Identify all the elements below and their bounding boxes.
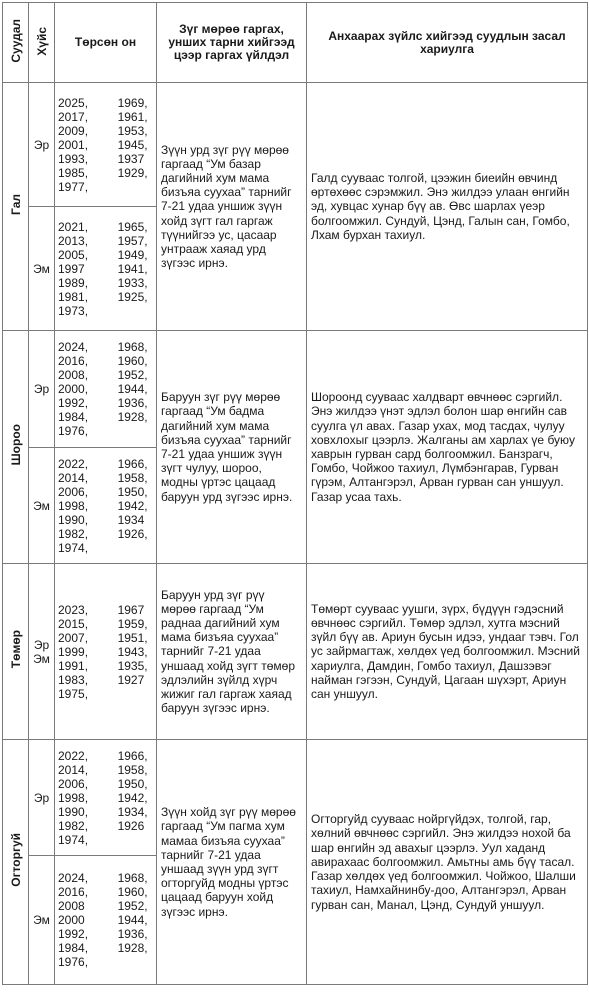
birth-year: 1974, <box>58 832 89 847</box>
table-row <box>3 740 588 856</box>
year-line <box>58 396 156 410</box>
birth-year: 1990, <box>58 804 89 819</box>
birth-year: 1941, <box>117 261 148 276</box>
birth-year <box>118 424 156 438</box>
birth-year: 1965, <box>117 219 148 234</box>
birth-year <box>118 833 156 847</box>
birth-year: 1968, <box>117 871 148 885</box>
birth-year: 2008 <box>58 899 85 913</box>
birth-year: 1982, <box>58 818 89 833</box>
gender-cell <box>29 448 55 564</box>
year-line <box>58 805 156 819</box>
element-label: Гал <box>8 193 23 215</box>
birth-year: 1935, <box>117 658 148 673</box>
year-line <box>58 290 156 304</box>
year-line <box>58 304 156 318</box>
year-line <box>58 687 156 701</box>
birth-years-cell <box>55 856 157 985</box>
table-row <box>3 331 588 448</box>
birth-year: 1977, <box>58 179 89 194</box>
gender-label: Эр <box>33 137 50 152</box>
year-line <box>58 457 156 471</box>
year-line <box>58 885 156 899</box>
table-row <box>3 83 588 207</box>
birth-year: 2009, <box>58 123 89 138</box>
birth-year: 2023, <box>58 602 89 617</box>
year-line <box>58 248 156 262</box>
year-line <box>58 871 156 885</box>
birth-year: 1998, <box>58 790 89 805</box>
gender-label: Эр <box>33 637 50 652</box>
birth-year: 1982, <box>58 526 89 541</box>
birth-year: 1952, <box>117 368 148 382</box>
birth-year: 1984, <box>58 941 89 955</box>
gender-label: Эм <box>33 498 50 513</box>
year-line <box>58 645 156 659</box>
birth-year: 2024, <box>58 340 89 354</box>
gender-cell <box>29 83 55 207</box>
header-row <box>3 3 588 83</box>
year-line <box>58 262 156 276</box>
year-line <box>58 110 156 124</box>
element-label: Шороо <box>8 423 23 466</box>
birth-year: 1993, <box>58 151 89 166</box>
element-cell <box>3 83 29 331</box>
birth-year: 1985, <box>58 165 89 180</box>
birth-year: 1942, <box>117 790 148 805</box>
suudal-table <box>2 2 588 985</box>
birth-year: 1951, <box>117 630 148 645</box>
birth-year: 1966, <box>117 456 148 471</box>
birth-year: 2006, <box>58 776 89 791</box>
year-line <box>58 541 156 555</box>
birth-year: 1960, <box>117 885 148 899</box>
birth-year: 2016, <box>58 885 89 899</box>
birth-year <box>118 955 156 969</box>
element-cell <box>3 740 29 985</box>
year-line <box>58 485 156 499</box>
birth-year: 2007, <box>58 630 89 645</box>
birth-year: 2000, <box>58 382 89 396</box>
birth-year: 1998, <box>58 498 89 513</box>
birth-year: 1928, <box>117 410 148 424</box>
year-line <box>58 368 156 382</box>
year-line <box>58 96 156 110</box>
year-line <box>58 617 156 631</box>
birth-year: 2006, <box>58 484 89 499</box>
year-line <box>58 354 156 368</box>
advice-cell: Огторгуйд сууваас нойргүйдэх, толгой, гар, хөлний өвчнөөс сэргийл. Энэ жилдээ нохой ба шар өнгийн эд авахыг цээрлэ. Уул хаданд авирахаас болгоомжил. Амьтны амь бүү тасал. Газар хөлдөх үед болгоомжил. Чойжоо, Шалши тахиул, Намхайнинбу-доо, Алтангэрэл, Арван гурван сан, Манал, Цэнд, Сундуй уншуул. <box>307 740 588 985</box>
year-line <box>58 276 156 290</box>
birth-year: 1926 <box>117 818 145 833</box>
birth-year: 1950, <box>117 776 148 791</box>
birth-years-cell <box>55 448 157 564</box>
birth-year: 1958, <box>117 470 148 485</box>
birth-year: 1927 <box>117 672 145 687</box>
birth-year: 2015, <box>58 616 89 631</box>
header-khuis: Хүйс <box>29 3 55 83</box>
birth-year <box>118 180 156 194</box>
year-line <box>58 819 156 833</box>
gender-label: Эм <box>33 651 50 666</box>
birth-year: 2022, <box>58 748 89 763</box>
year-line <box>58 499 156 513</box>
birth-year: 1937 <box>117 151 145 166</box>
year-line <box>58 927 156 941</box>
gender-label: Эм <box>33 913 50 927</box>
birth-year: 1953, <box>117 123 148 138</box>
element-label: Төмөр <box>8 629 23 669</box>
gender-cell <box>29 740 55 856</box>
birth-year: 1943, <box>117 644 148 659</box>
header-advice: Анхаарах зүйлс хийгээд суудлын засал хариулга <box>307 3 588 83</box>
gender-cell <box>29 331 55 448</box>
year-line <box>58 234 156 248</box>
birth-year: 1952, <box>117 899 148 913</box>
birth-year: 1944, <box>117 382 148 396</box>
ritual-cell: Зүүн урд зүг рүү мөрөө гаргаад “Ум базар дагийний хум мама бизъяа суухаа” тарнийг 7-21 удаа уншиж зүүн хойд зүгт гал гаргаж түүнийгээ ус, цасаар унтрааж хаяад урд зүгээс ирнэ. <box>157 83 307 331</box>
element-cell <box>3 564 29 740</box>
birth-year: 1966, <box>117 748 148 763</box>
birth-years-cell <box>55 740 157 856</box>
birth-years-cell <box>55 331 157 448</box>
year-line <box>58 913 156 927</box>
gender-cell <box>29 207 55 331</box>
birth-year: 1936, <box>117 396 148 410</box>
birth-year: 1960, <box>117 354 148 368</box>
birth-year: 2001, <box>58 137 89 152</box>
gender-label: Эр <box>33 382 50 396</box>
birth-year: 1933, <box>117 275 148 290</box>
year-line <box>58 833 156 847</box>
birth-year: 2024, <box>58 871 89 885</box>
year-line <box>58 763 156 777</box>
advice-cell: Шороонд сууваас халдварт өвчнөөс сэргийл. Энэ жилдээ үнэт эдлэл болон шар өнгийн сав суулга үл авах. Газар ухах, мод тасдах, чулуу ховхлохыг цээрлэ. Жалганы ам харлах үе буюу хаврын гурван сард болгоомжил. Банзрагч, Гомбо, Чойжоо тахиул, Лүмбэнгарав, Гурван гүрэм, Алтангэрэл, Арван гурван сан уншуул. Газар усаа тахь. <box>307 331 588 564</box>
birth-year: 1991, <box>58 658 89 673</box>
birth-year: 1984, <box>58 410 89 424</box>
year-line <box>58 410 156 424</box>
year-line <box>58 899 156 913</box>
birth-year: 1958, <box>117 762 148 777</box>
birth-year: 1929, <box>117 165 148 180</box>
birth-year: 1969, <box>117 95 148 110</box>
year-line <box>58 673 156 687</box>
birth-year: 1926, <box>117 526 148 541</box>
birth-year: 2000 <box>58 913 85 927</box>
year-line <box>58 527 156 541</box>
element-label: Огторгуй <box>8 832 23 887</box>
year-line <box>58 777 156 791</box>
birth-year: 1973, <box>58 303 89 318</box>
birth-year: 1934 <box>117 512 145 527</box>
gender-label: Эм <box>33 261 50 276</box>
birth-year: 1961, <box>117 109 148 124</box>
table-row <box>3 564 588 740</box>
birth-year: 1975, <box>58 686 89 701</box>
birth-year: 1997 <box>58 261 85 276</box>
birth-year <box>118 687 156 701</box>
birth-year: 1968, <box>117 340 148 354</box>
birth-year: 1989, <box>58 275 89 290</box>
year-line <box>58 340 156 354</box>
year-line <box>58 424 156 438</box>
birth-year <box>118 304 156 318</box>
year-line <box>58 749 156 763</box>
birth-year: 1959, <box>117 616 148 631</box>
birth-year: 1992, <box>58 927 89 941</box>
birth-years-cell <box>55 564 157 740</box>
birth-year: 2016, <box>58 354 89 368</box>
year-line <box>58 955 156 969</box>
header-tursun-on: Төрсөн он <box>55 3 157 83</box>
year-line <box>58 138 156 152</box>
birth-year: 2013, <box>58 233 89 248</box>
birth-year: 1934, <box>117 804 148 819</box>
birth-year: 2017, <box>58 109 89 124</box>
element-cell <box>3 331 29 564</box>
birth-year: 1967 <box>117 602 145 617</box>
birth-year: 1974, <box>58 540 89 555</box>
birth-year: 1990, <box>58 512 89 527</box>
advice-cell: Төмөрт сууваас уушги, зүрх, бүдүүн гэдэсний өвчнөөс сэргийл. Төмөр эдлэл, хутга мэсний зүйл бүү ав. Ариун бусын идээ, ундааг тэвч. Гол ус зайрмагтаж, хөлдөх үед болгоомжил. Мэсний хариулга, Дамдин, Гомбо тахиул, Дашзэвэг найман гэгээн, Сундуй, Цагаан шүхэрт, Ариун сан уншуул. <box>307 564 588 740</box>
birth-years-cell <box>55 207 157 331</box>
birth-year: 2021, <box>58 219 89 234</box>
birth-year: 2025, <box>58 95 89 110</box>
birth-year: 2005, <box>58 247 89 262</box>
year-line <box>58 513 156 527</box>
birth-year: 1925, <box>117 289 148 304</box>
year-line <box>58 124 156 138</box>
birth-year: 2014, <box>58 470 89 485</box>
year-line <box>58 382 156 396</box>
year-line <box>58 220 156 234</box>
birth-year: 2008, <box>58 368 89 382</box>
birth-year: 1942, <box>117 498 148 513</box>
birth-year: 1949, <box>117 247 148 262</box>
birth-year: 1992, <box>58 396 89 410</box>
birth-year: 1950, <box>117 484 148 499</box>
ritual-cell: Зүүн хойд зүг рүү мөрөө гаргаад “Ум пагма хум мамаа бизъяа суухаа” тарнийг 7-21 удаа уншаад зүүн урд зүгт огторгуйд модны үртэс цацаад баруун хойд зүгээс ирнэ. <box>157 740 307 985</box>
gender-cell <box>29 856 55 985</box>
birth-year: 1957, <box>117 233 148 248</box>
ritual-cell: Баруун урд зүг рүү мөрөө гаргаад “Ум раднаа дагийний хум мама бизъяа суухаа” тарнийг 7-21 удаа уншаад хойд зүгт төмөр эдлэлийн зүйлд хүрч жижиг гал гаргаж хаяад баруун зүгээс ирнэ. <box>157 564 307 740</box>
gender-label: Эр <box>33 790 50 805</box>
birth-year: 2022, <box>58 456 89 471</box>
gender-cell <box>29 564 55 740</box>
advice-cell: Галд сууваас толгой, цээжин биеийн өвчинд өртөхөөс сэрэмжил. Энэ жилдээ улаан өнгийн эд, хувцас хунар бүү ав. Өвс шарлах үеэр болгоомжил. Сундуй, Цэнд, Галын сан, Гомбо, Лхам бурхан тахиул. <box>307 83 588 331</box>
year-line <box>58 941 156 955</box>
birth-year: 1999, <box>58 644 89 659</box>
birth-year: 1944, <box>117 913 148 927</box>
year-line <box>58 180 156 194</box>
birth-year <box>118 541 156 555</box>
birth-year: 1981, <box>58 289 89 304</box>
birth-year: 1936, <box>117 927 148 941</box>
year-line <box>58 152 156 166</box>
header-ritual: Зүг мөрөө гаргах, унших тарни хийгээд цээр гаргах үйлдэл <box>157 3 307 83</box>
ritual-cell: Баруун зүг рүү мөрөө гаргаад “Ум бадма дагийний хум мама бизъяа суухаа” тарнийг 7-21 удаа уншиж зүүн зүгт чулуу, шороо, модны үртэс цацаад баруун урд зүгээс ирнэ. <box>157 331 307 564</box>
year-line <box>58 471 156 485</box>
year-line <box>58 659 156 673</box>
birth-year: 1976, <box>58 955 89 969</box>
year-line <box>58 166 156 180</box>
year-line <box>58 603 156 617</box>
year-line <box>58 791 156 805</box>
birth-year: 1928, <box>117 941 148 955</box>
birth-year: 1976, <box>58 424 89 438</box>
birth-year: 2014, <box>58 762 89 777</box>
year-line <box>58 631 156 645</box>
birth-years-cell <box>55 83 157 207</box>
header-suudal: Суудал <box>3 3 29 83</box>
birth-year: 1945, <box>117 137 148 152</box>
birth-year: 1983, <box>58 672 89 687</box>
